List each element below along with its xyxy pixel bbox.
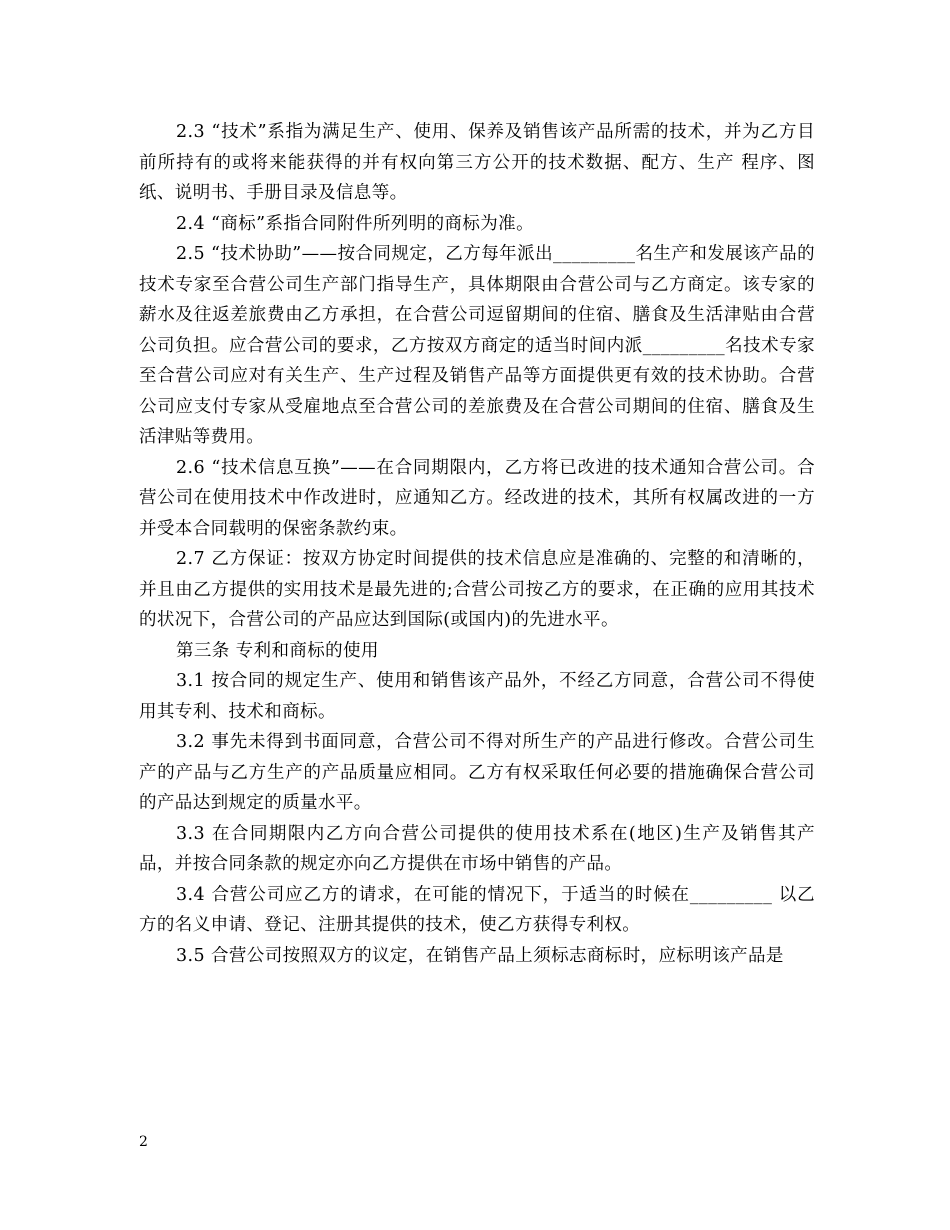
paragraph-3-5: 3.5 合营公司按照双方的议定，在销售产品上须标志商标时，应标明该产品是 — [176, 945, 784, 966]
paragraph-2-5: 2.5 “技术协助”——按合同规定，乙方每年派出_________名生产和发展该产品的技术专家至合营公司生产部门指导生产，具体期限由合营公司与乙方商定。该专家的薪水及往返差旅费由乙方承担，在合营公司逗留期间的住宿、膳食及生活津贴由合营公司负担。应合营公司的要求，乙方按双方商定的适当时间内派_________名技术专家至合营公司应对有关生产、生产过程及销售产品等方面提供更有效的技术协助。合营公司应支付专家从受雇地点至合营公司的差旅费及在合营公司期间的住宿、膳食及生活津贴等费用。 — [139, 244, 815, 447]
paragraph-2-4: 2.4 “商标”系指合同附件所列明的商标为准。 — [176, 213, 534, 234]
document-body — [139, 117, 815, 971]
page-number: 2 — [139, 1134, 148, 1150]
paragraph-2-3: 2.3 “技术”系指为满足生产、使用、保养及销售该产品所需的技术，并为乙方目前所持有的或将来能获得的并有权向第三方公开的技术数据、配方、生产 程序、图纸、说明书、手册目录及信息等。 — [139, 122, 815, 203]
paragraph-3-2: 3.2 事先未得到书面同意，合营公司不得对所生产的产品进行修改。合营公司生产的产品与乙方生产的产品质量应相同。乙方有权采取任何必要的措施确保合营公司的产品达到规定的质量水平。 — [139, 732, 815, 813]
section-heading-article-3: 第三条 专利和商标的使用 — [176, 640, 379, 661]
paragraph-3-1: 3.1 按合同的规定生产、使用和销售该产品外，不经乙方同意，合营公司不得使用其专利、技术和商标。 — [139, 671, 815, 722]
paragraph-2-7: 2.7 乙方保证：按双方协定时间提供的技术信息应是准确的、完整的和清晰的，并且由乙方提供的实用技术是最先进的;合营公司按乙方的要求，在正确的应用其技术的状况下，合营公司的产品应达到国际(或国内)的先进水平。 — [139, 549, 815, 630]
paragraph-3-3: 3.3 在合同期限内乙方向合营公司提供的使用技术系在(地区)生产及销售其产品，并按合同条款的规定亦向乙方提供在市场中销售的产品。 — [139, 823, 815, 874]
paragraph-3-4: 3.4 合营公司应乙方的请求，在可能的情况下，于适当的时候在_________ 以乙方的名义申请、登记、注册其提供的技术，使乙方获得专利权。 — [139, 884, 815, 935]
paragraph-2-6: 2.6 “技术信息互换”——在合同期限内，乙方将已改进的技术通知合营公司。合营公司在使用技术中作改进时，应通知乙方。经改进的技术，其所有权属改进的一方并受本合同载明的保密条款约束。 — [139, 457, 815, 539]
